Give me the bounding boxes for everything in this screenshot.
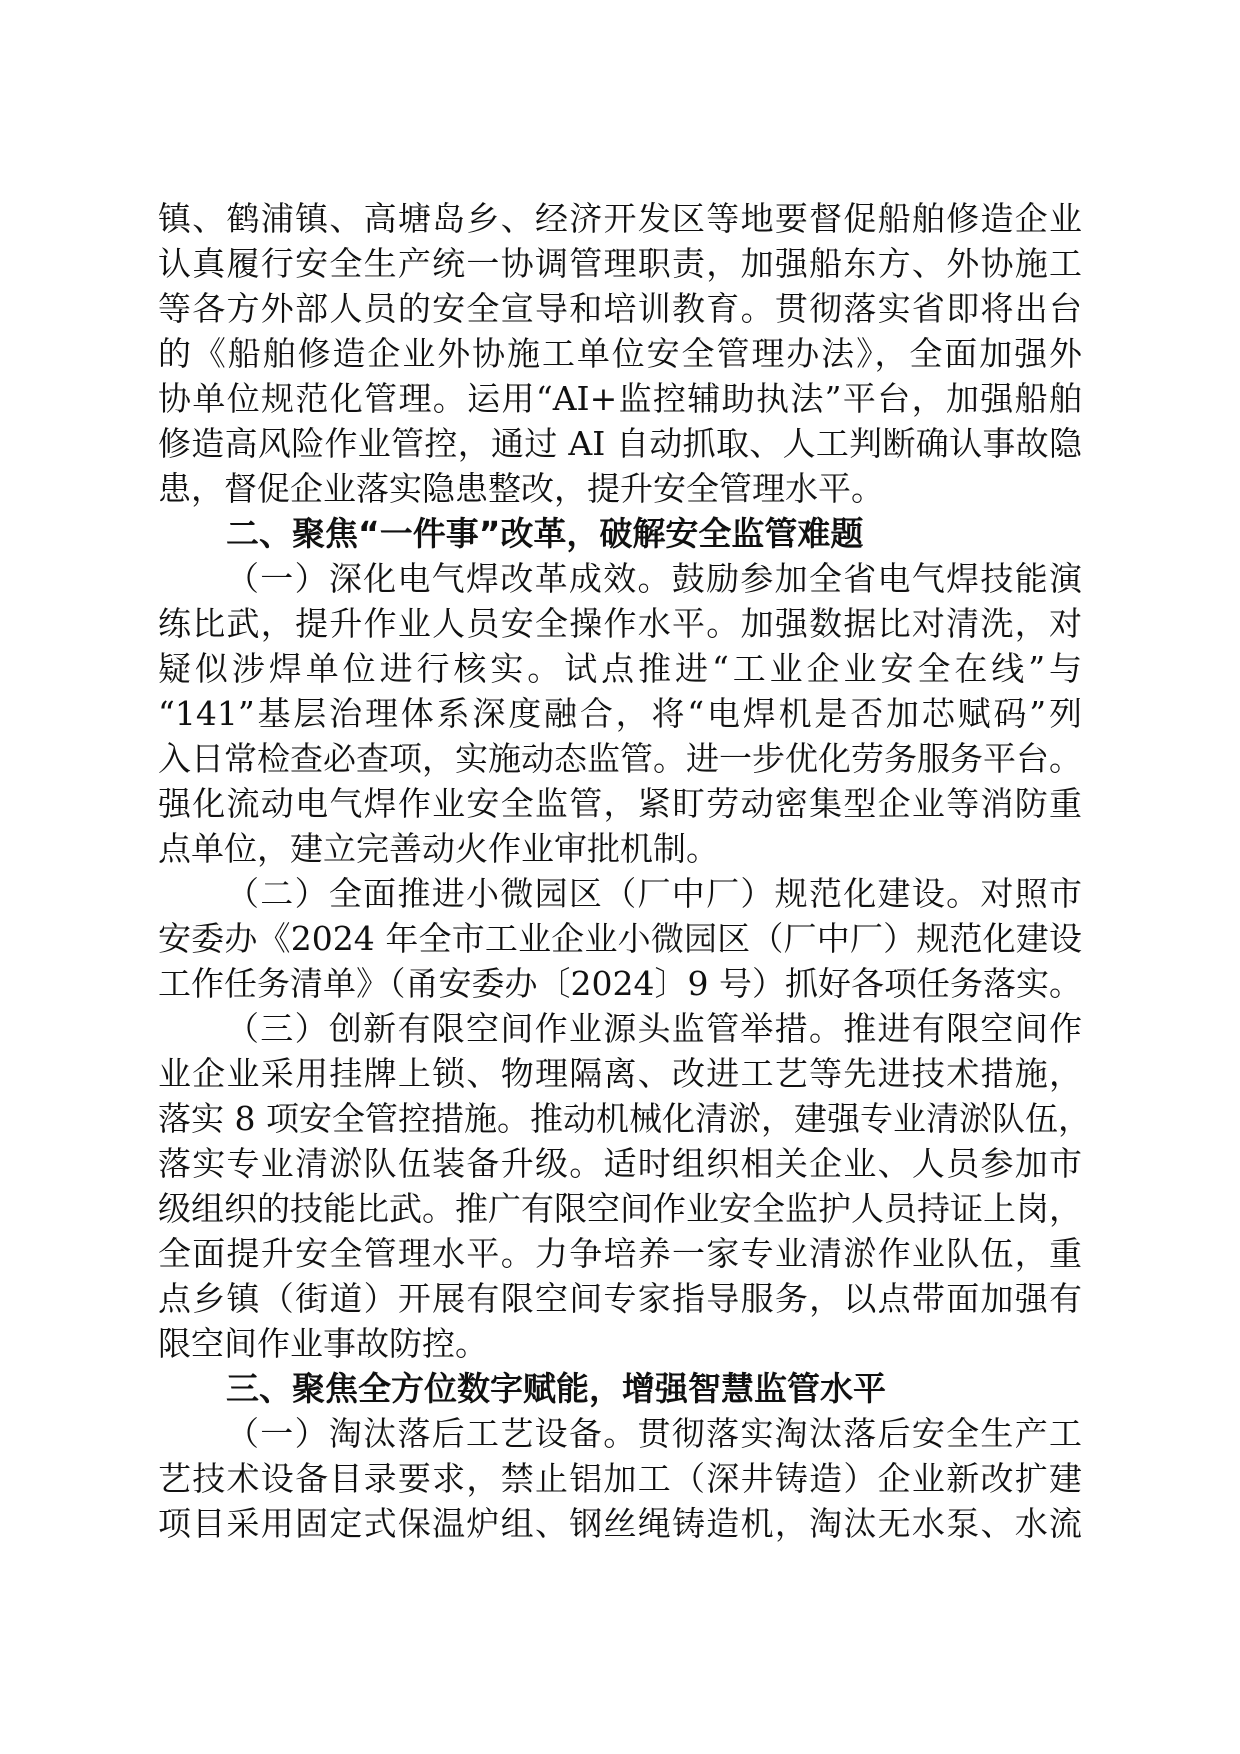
item-text: 贯彻落实淘汰落后安全生产工: [637, 1414, 1083, 1453]
text-line: 落实 8 项安全管控措施。推动机械化清淤，建强专业清淤队伍，: [158, 1099, 1091, 1138]
paragraph-obsolete-equipment: [158, 1411, 1082, 1546]
text-line: 艺技术设备目录要求，禁止铝加工（深井铸造）企业新改扩建: [158, 1459, 1082, 1498]
text-line: 修造高风险作业管控，通过 AI 自动抓取、人工判断确认事故隐: [158, 424, 1082, 463]
text-line: 点乡镇（街道）开展有限空间专家指导服务，以点带面加强有: [158, 1279, 1082, 1318]
text-line: 镇、鹤浦镇、高塘岛乡、经济开发区等地要督促船舶修造企业: [158, 199, 1082, 238]
text-line: “141”基层治理体系深度融合，将“电焊机是否加芯赋码”列: [158, 694, 1082, 733]
text-line: 工作任务清单》（甬安委办〔2024〕9 号）抓好各项任务落实。: [158, 964, 1082, 1003]
item-text: 对照市: [980, 874, 1083, 913]
text-line: [158, 1006, 1082, 1051]
item-title: （三）创新有限空间作业源头监管举措。: [226, 1009, 844, 1048]
text-line: [158, 871, 1082, 916]
section-heading-3: 三、聚焦全方位数字赋能，增强智慧监管水平: [226, 1369, 886, 1408]
paragraph-electric-welding: [158, 556, 1082, 871]
text-line: 点单位，建立完善动火作业审批机制。: [158, 829, 719, 868]
text-line: [158, 1411, 1082, 1456]
text-line: [158, 556, 1082, 601]
text-line: 入日常检查必查项，实施动态监管。进一步优化劳务服务平台。: [158, 739, 1082, 778]
item-title: （一）深化电气焊改革成效。: [226, 559, 672, 598]
paragraph-confined-space: [158, 1006, 1091, 1366]
text-line: 的《船舶修造企业外协施工单位安全管理办法》，全面加强外: [158, 334, 1082, 373]
text-line: 限空间作业事故防控。: [158, 1324, 488, 1363]
text-line: 项目采用固定式保温炉组、钢丝绳铸造机，淘汰无水泵、水流: [158, 1504, 1082, 1543]
text-line: 业企业采用挂牌上锁、物理隔离、改进工艺等先进技术措施，: [158, 1054, 1082, 1093]
item-title: （一）淘汰落后工艺设备。: [226, 1414, 638, 1453]
text-line: 等各方外部人员的安全宣导和培训教育。贯彻落实省即将出台: [158, 289, 1082, 328]
text-line: 强化流动电气焊作业安全监管，紧盯劳动密集型企业等消防重: [158, 784, 1082, 823]
text-line: 落实专业清淤队伍装备升级。适时组织相关企业、人员参加市: [158, 1144, 1082, 1183]
item-text: 推进有限空间作: [843, 1009, 1083, 1048]
item-text: 鼓励参加全省电气焊技能演: [671, 559, 1083, 598]
text-line: 全面提升安全管理水平。力争培养一家专业清淤作业队伍，重: [158, 1234, 1082, 1273]
text-line: 级组织的技能比武。推广有限空间作业安全监护人员持证上岗，: [158, 1189, 1082, 1228]
text-line: 疑似涉焊单位进行核实。试点推进“工业企业安全在线”与: [158, 649, 1082, 688]
section-heading-2: 二、聚焦“一件事”改革，破解安全监管难题: [226, 514, 864, 553]
paragraph-ship-repair: [158, 196, 1082, 511]
document-body: [158, 196, 1091, 1546]
text-line: 协单位规范化管理。运用“AI+监控辅助执法”平台，加强船舶: [158, 379, 1082, 418]
text-line: 练比武，提升作业人员安全操作水平。加强数据比对清洗，对: [158, 604, 1082, 643]
text-line: 安委办《2024 年全市工业企业小微园区（厂中厂）规范化建设: [158, 919, 1082, 958]
text-line: 认真履行安全生产统一协调管理职责，加强船东方、外协施工: [158, 244, 1082, 283]
text-line: 患，督促企业落实隐患整改，提升安全管理水平。: [158, 469, 884, 508]
paragraph-small-parks: [158, 871, 1082, 1006]
item-title: （二）全面推进小微园区（厂中厂）规范化建设。: [226, 874, 981, 913]
